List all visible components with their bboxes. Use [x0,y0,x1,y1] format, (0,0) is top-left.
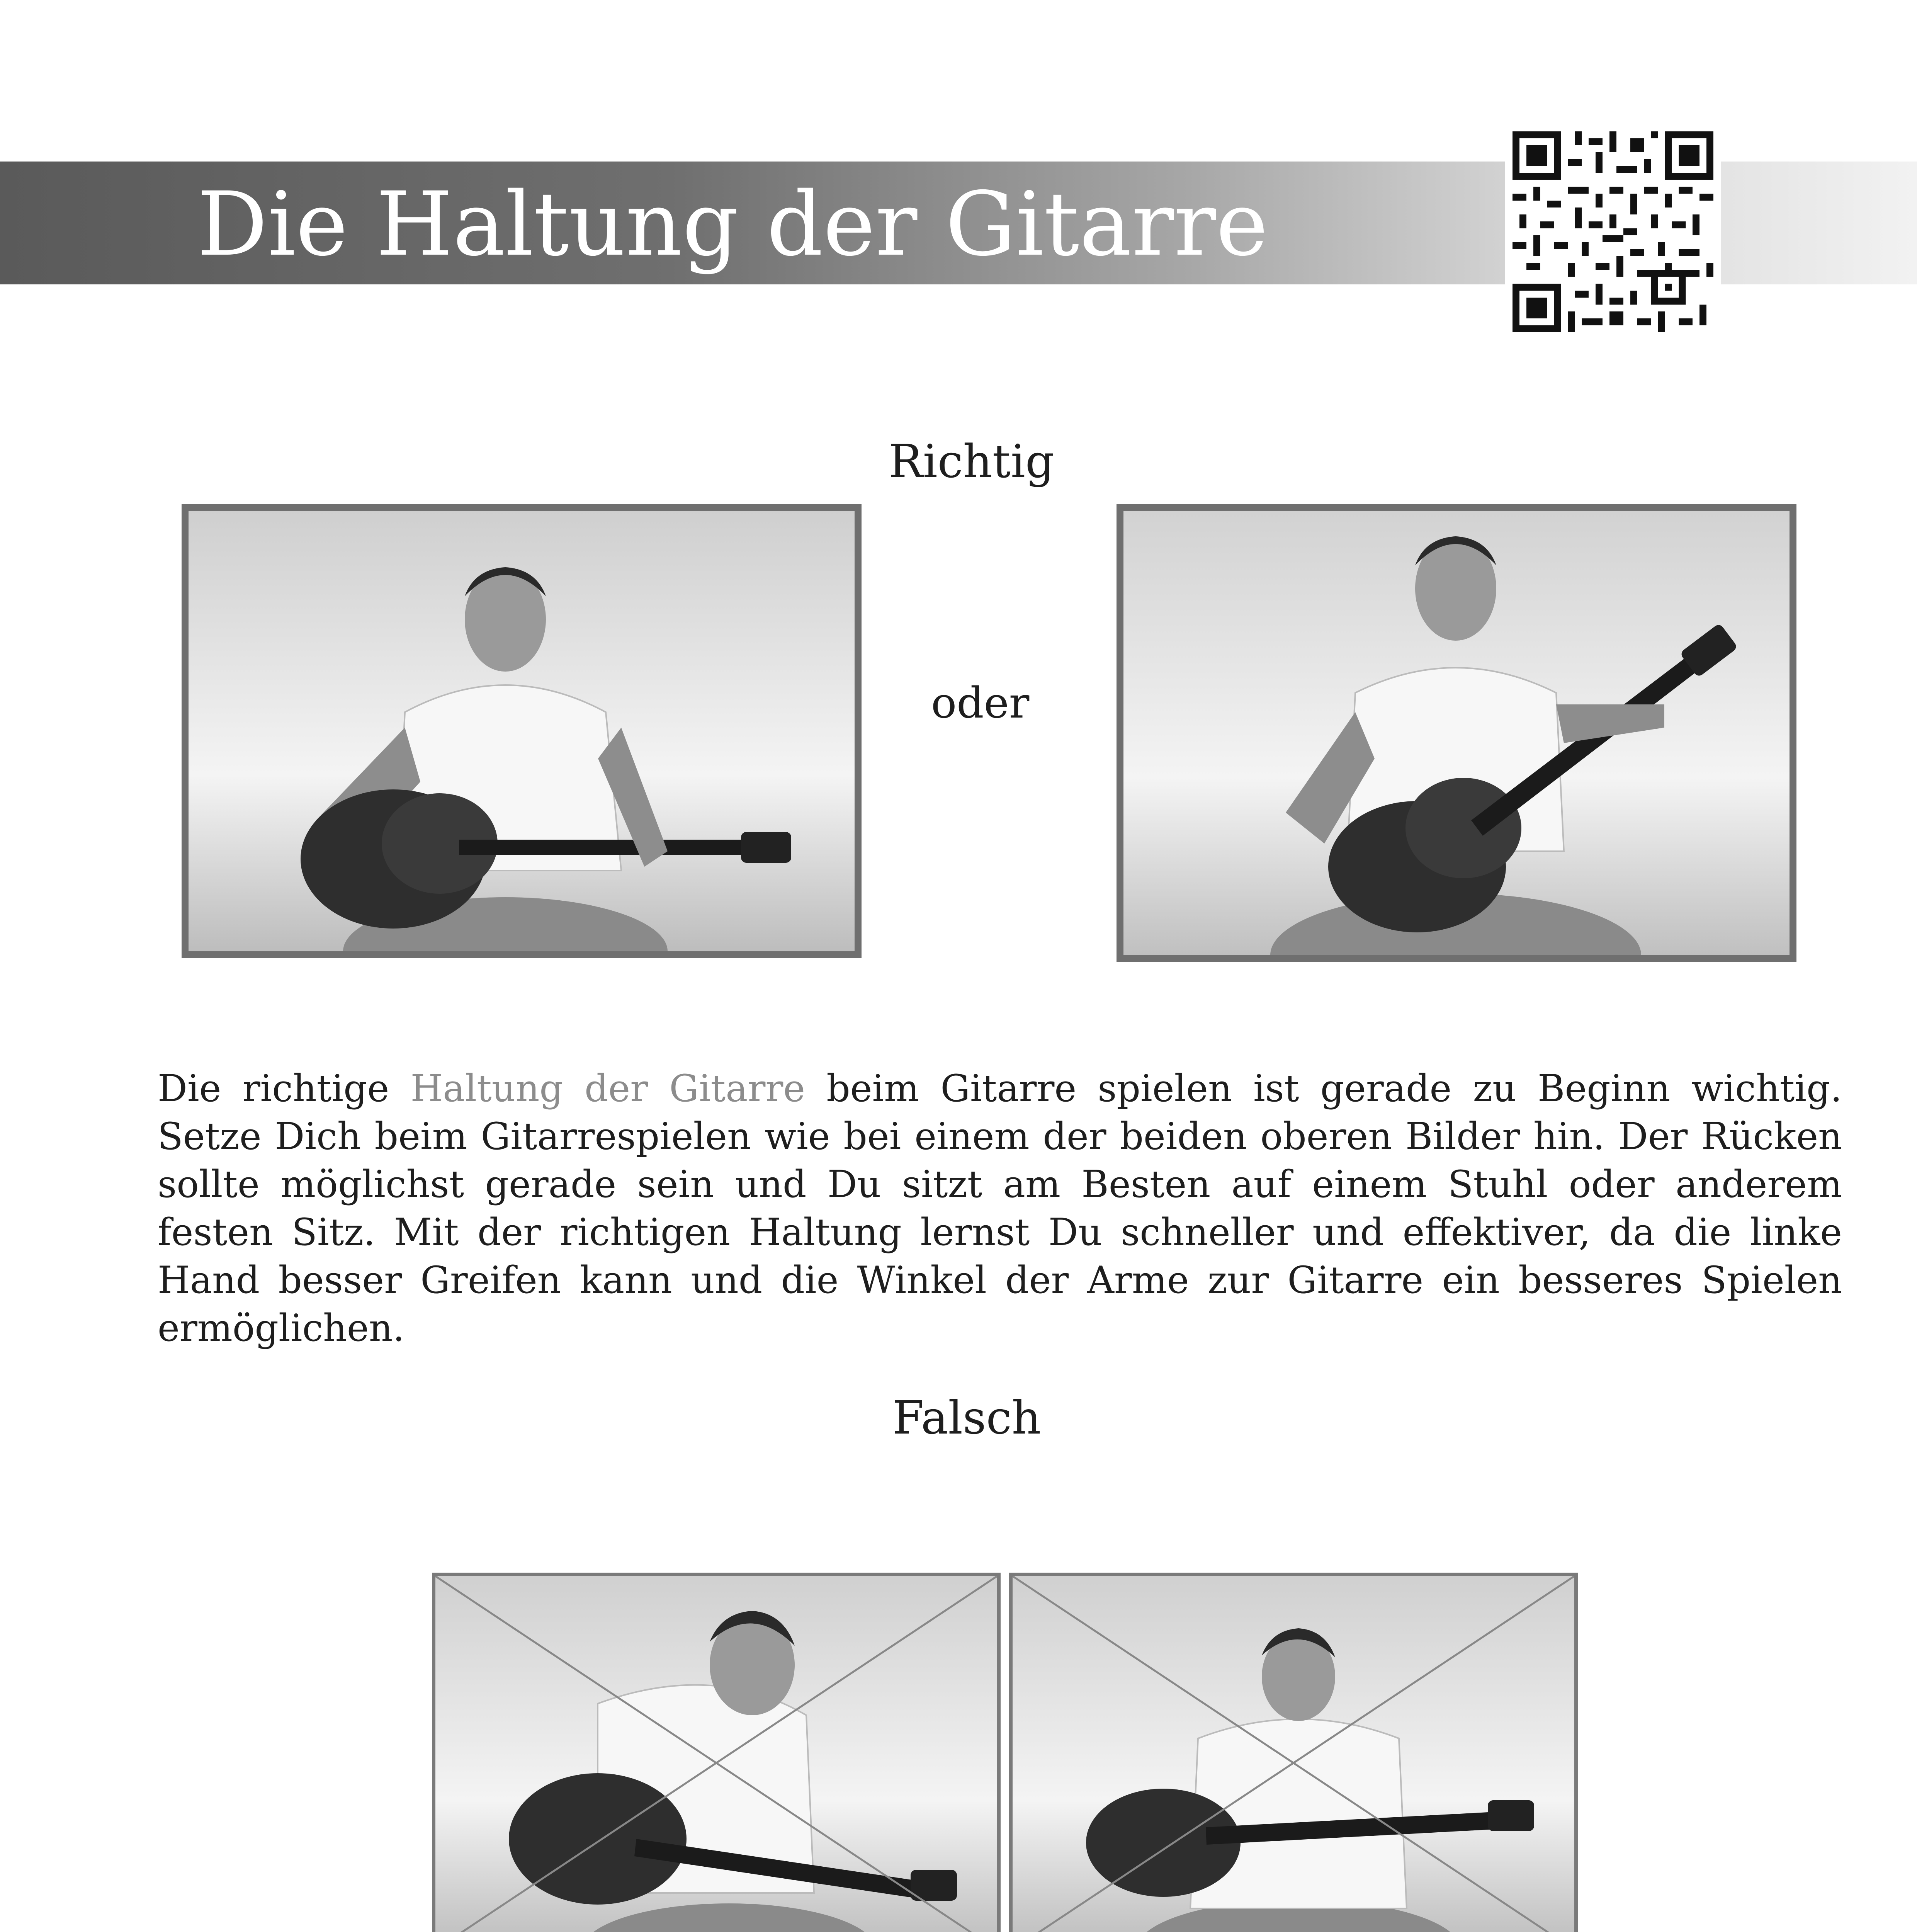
paragraph-correct-posture [158,1065,1842,1352]
qr-code-icon [1505,124,1721,340]
highlight-text: Haltung der Gitarre [410,1067,806,1110]
heading-richtig: Richtig [889,435,1055,488]
heading-falsch: Falsch [892,1391,1041,1444]
photo-wrong-posture-2 [1009,1573,1578,1932]
photo-wrong-posture-1 [432,1573,1001,1932]
or-label: oder [931,678,1030,728]
paragraph-text: beim Gitarre spielen ist gerade zu Beginn wichtig. Setze Dich beim Gitarrespielen wie bei einem der beiden oberen Bilder hin. Der Rücken sollte möglichst gerade sein und Du sitzt am Besten auf einem Stuhl oder anderem festen Sitz. Mit der richtigen Haltung lernst Du schneller und effektiver, da die linke Hand besser Greifen kann und die Winkel der Arme zur Gitarre ein besseres Spielen ermöglichen. [158,1067,1842,1350]
page-title: Die Haltung der Gitarre [197,173,1268,276]
photo-correct-posture-2 [1117,504,1796,962]
photo-correct-posture-1 [182,504,862,958]
paragraph-text: Die richtige [158,1067,411,1110]
